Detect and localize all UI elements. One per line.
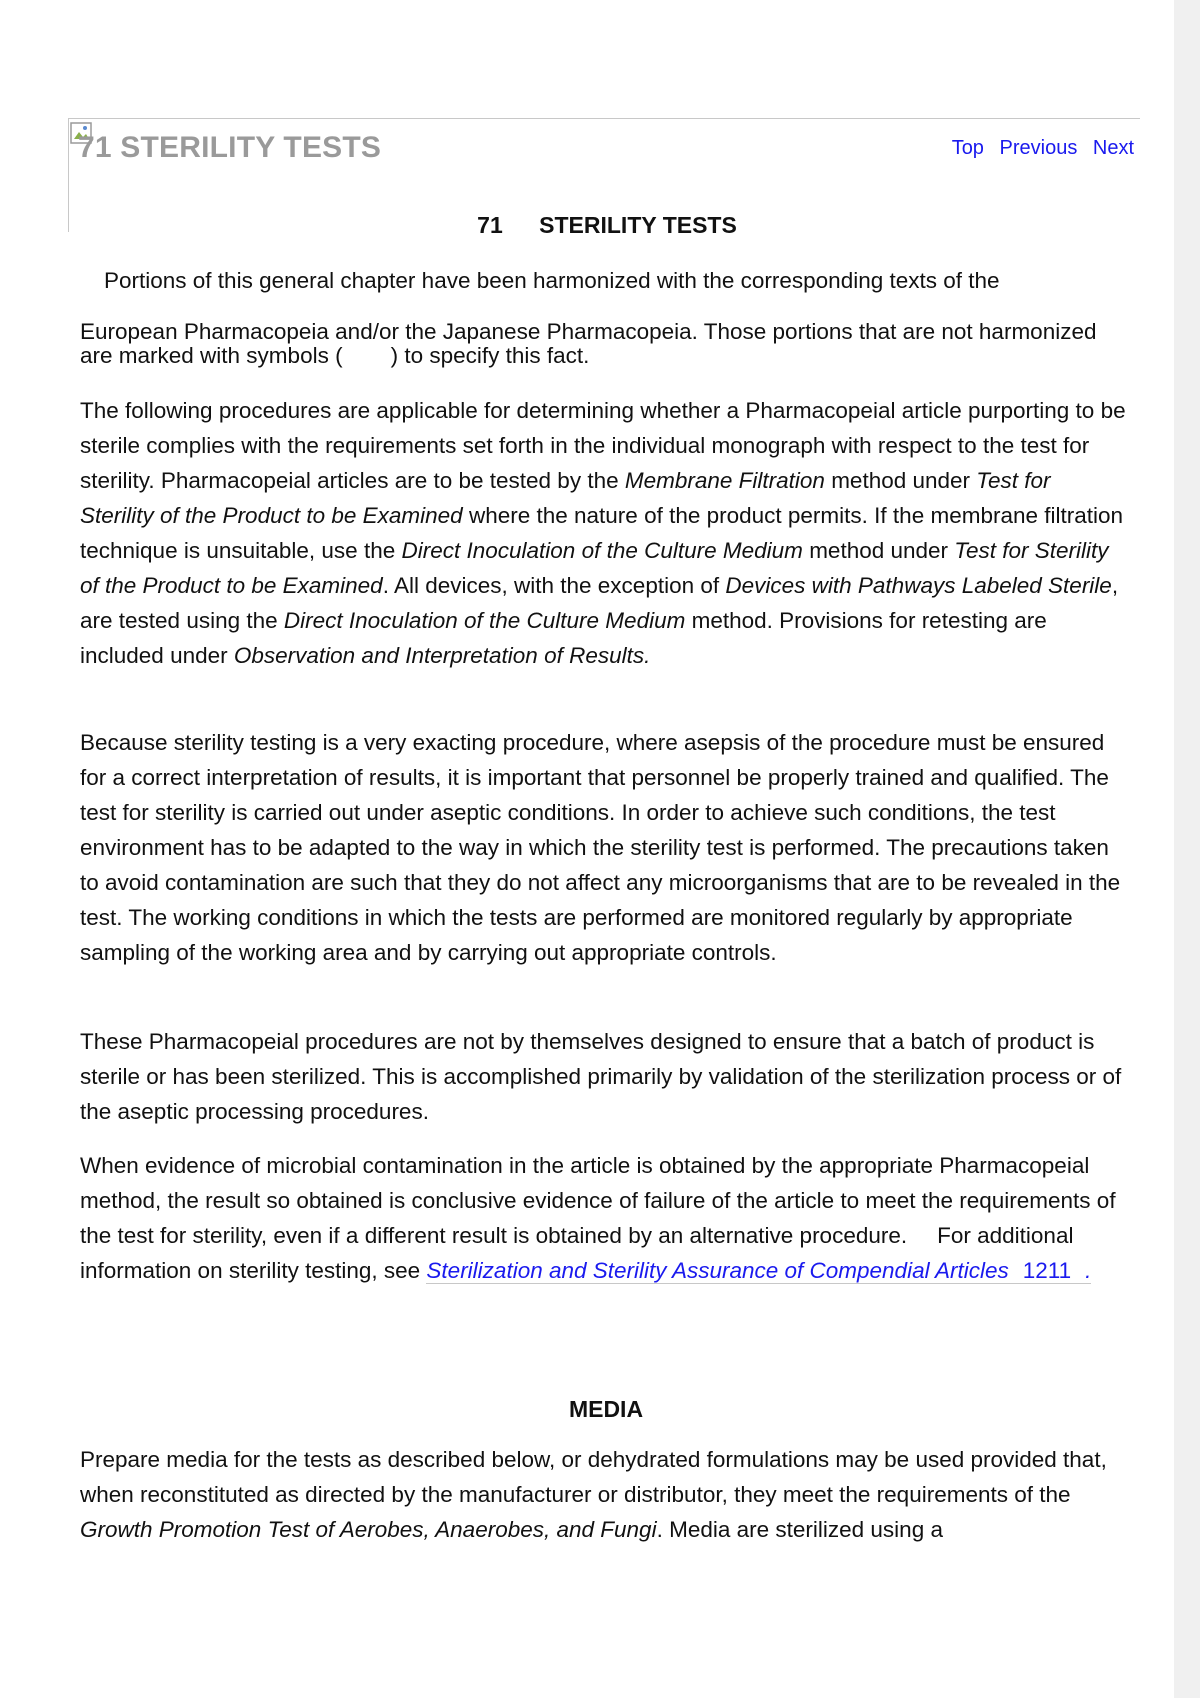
- header-title: 71 STERILITY TESTS: [78, 131, 382, 164]
- nav-next-link[interactable]: Next: [1092, 137, 1134, 159]
- header-divider: [68, 118, 1140, 119]
- nav-previous-link[interactable]: Previous: [999, 137, 1078, 159]
- intro-line-2: [80, 320, 1130, 368]
- paragraph-aseptic: Because sterility testing is a very exacting procedure, where asepsis of the procedure must be ensured for a correct interpretation of results, it is important that personnel be properly trained and qualified. The test for sterility is carried out under aseptic conditions. In order to achieve such conditions, the test environment has to be adapted to the way in which the sterility test is performed. The precautions taken to avoid contamination are such that they do not affect any microorganisms that are to be revealed in the test. The working conditions in which the tests are performed are monitored regularly by appropriate sampling of the working area and by carrying out appropriate controls.: [80, 730, 1121, 965]
- paragraph-validation: These Pharmacopeial procedures are not by themselves designed to ensure that a batch of product is sterile or has been sterilized. This is accomplished primarily by validation of the sterilization process or of the aseptic processing procedures.: [80, 1029, 1122, 1124]
- paragraph-media: Prepare media for the tests as described below, or dehydrated formulations may be used provided that, when reconstituted as directed by the manufacturer or distributor, they meet the requirements of the Growth Promotion Test of Aerobes, Anaerobes, and Fungi. Media are sterilized using a: [80, 1447, 1107, 1542]
- sterility-assurance-link[interactable]: Sterilization and Sterility Assurance of Compendial Articles 1211 .: [426, 1258, 1092, 1283]
- chapter-number: 71: [477, 212, 503, 238]
- page-title: [0, 212, 1200, 239]
- page-nav: [942, 137, 1134, 160]
- media-heading: MEDIA: [568, 1396, 644, 1422]
- intro-text-end: ) to specify this fact.: [390, 343, 590, 368]
- paragraph-procedures: The following procedures are applicable for determining whether a Pharmacopeial article purporting to be sterile complies with the requirements set forth in the individual monograph with respect to the test for sterility. Pharmacopeial articles are to be tested by the Membrane Filtration method under Test for Sterility of the Product to be Examined where the nature of the product permits. If the membrane filtration technique is unsuitable, use the Direct Inoculation of the Culture Medium method under Test for Sterility of the Product to be Examined. All devices, with the exception of Devices with Pathways Labeled Sterile, are tested using the Direct Inoculation of the Culture Medium method. Provisions for retesting are included under Observation and Interpretation of Results.: [80, 398, 1126, 668]
- intro-line-1: Portions of this general chapter have been harmonized with the corresponding texts of the: [104, 268, 1000, 293]
- nav-top-link[interactable]: Top: [951, 137, 984, 159]
- scrollbar-track[interactable]: [1174, 0, 1200, 1698]
- chapter-title: STERILITY TESTS: [539, 212, 737, 238]
- intro-text: European Pharmacopeia and/or the Japanese Pharmacopeia. Those portions that are not harmonized are marked with symbols (: [80, 319, 1097, 368]
- paragraph-contamination: When evidence of microbial contamination in the article is obtained by the appropriate Pharmacopeial method, the result so obtained is conclusive evidence of failure of the article to meet the requirements of the test for sterility, even if a different result is obtained by an alternative procedure. For additional information on sterility testing, see Sterilization and Sterility Assurance of Compendial Articles 1211 .: [80, 1153, 1116, 1283]
